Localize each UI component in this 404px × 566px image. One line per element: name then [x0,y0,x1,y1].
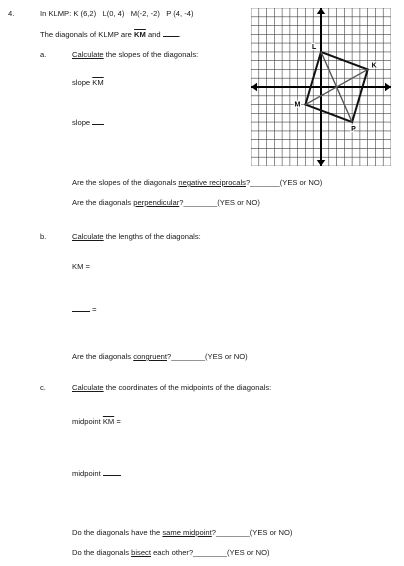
q-perp-suffix[interactable]: ?________(YES or NO) [179,198,260,207]
vertex-label-k: K [371,62,377,70]
vertex-label-l: L [312,43,317,51]
part-a-letter: a. [40,50,47,59]
q-same-mid-suffix[interactable]: ?________(YES or NO) [211,528,293,537]
length2-eq: = [92,305,97,314]
slope2-label: slope [72,118,91,127]
part-c-rest: the coordinates of the midpoints of the diagonals: [103,383,272,392]
slope-label: slope [72,78,91,87]
part-a-verb: Calculate [72,50,104,59]
y-axis-arrow-down [317,160,325,166]
part-b-rest: the lengths of the diagonals: [103,232,201,241]
problem-intro [40,10,193,18]
midpoint-label: midpoint [72,417,101,426]
same-midpoint-question [72,529,292,537]
part-b-verb: Calculate [72,232,104,241]
q-neg-recip-suffix[interactable]: ?_______(YES or NO) [245,178,323,187]
diagonals-statement [40,29,181,39]
midpoint-km-segment: $\overline{KM}$ [102,417,115,426]
negative-reciprocals-question [72,179,322,187]
length-km-prompt: KM = [72,262,90,271]
slope2-blank[interactable] [92,117,104,125]
q-same-mid-term: same midpoint [162,528,212,537]
vertex-label-m: M [294,101,301,109]
congruent-question [72,353,248,361]
part-c-letter: c. [40,383,46,392]
x-axis-arrow-left [251,83,257,91]
q-neg-recip-prefix: Are the slopes of the diagonals [72,178,179,187]
q-perp-term: perpendicular [133,198,180,207]
vertex-coordinates: K (6,2) L(0, 4) M(-2, -2) P (4, -4) [73,9,194,18]
midpoint-second-prompt [72,468,121,478]
coordinate-graph [251,8,391,166]
midpoint2-blank[interactable] [103,468,121,476]
diagonal-blank[interactable] [163,29,179,37]
diagonals-period: . [178,30,181,39]
midpoint-eq: = [116,417,121,426]
diagonals-prefix: The diagonals of KLMP are [40,30,132,39]
slope-second-prompt [72,117,104,127]
slope-km-segment: $\overline{KM}$ [92,78,104,87]
slope-km-prompt [72,79,104,87]
bisect-question [72,549,270,557]
q-congruent-term: congruent [133,352,167,361]
diagonal-km-label: $\overline{KM}$ [134,30,146,39]
x-axis-arrow-right [385,83,391,91]
length2-blank[interactable] [72,304,90,312]
part-a-instruction [72,51,198,59]
perpendicular-question [72,199,260,207]
midpoint2-label: midpoint [72,469,101,478]
q-neg-recip-term: negative reciprocals [178,178,246,187]
problem-number: 4. [8,9,15,18]
q-congruent-prefix: Are the diagonals [72,352,134,361]
vertex-label-p: P [351,126,356,134]
q-congruent-suffix[interactable]: ?________(YES or NO) [167,352,248,361]
part-b-instruction [72,233,201,241]
q-same-mid-prefix: Do the diagonals have the [72,528,163,537]
y-axis-arrow-up [317,8,325,14]
q-bisect-prefix: Do the diagonals [72,548,132,557]
intro-prefix: In KLMP: [40,9,72,18]
diagonals-and: and [147,30,161,39]
graph-axes [251,8,391,166]
q-perp-prefix: Are the diagonals [72,198,134,207]
part-a-rest: the slopes of the diagonals: [103,50,199,59]
q-bisect-suffix[interactable]: each other?________(YES or NO) [150,548,270,557]
part-c-verb: Calculate [72,383,104,392]
midpoint-km-prompt [72,418,121,426]
q-bisect-term: bisect [131,548,151,557]
part-c-instruction [72,384,271,392]
length-second-prompt [72,304,97,314]
part-b-letter: b. [40,232,47,241]
